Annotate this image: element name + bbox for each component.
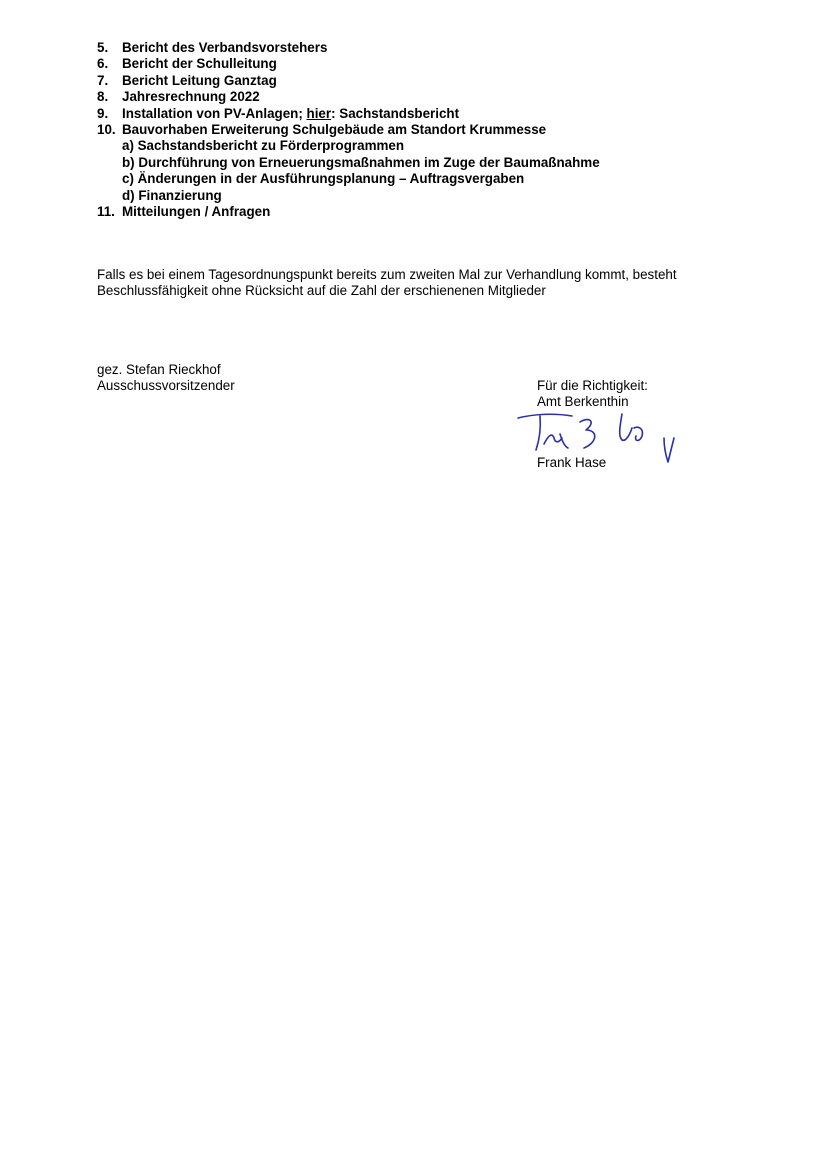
agenda-text: Bauvorhaben Erweiterung Schulgebäude am Standort Krummesse: [122, 122, 547, 138]
agenda-subitem-c: c) Änderungen in der Ausführungsplanung – Auftragsvergaben: [122, 171, 525, 187]
agenda-item-11: [97, 204, 600, 220]
agenda-item-10: [97, 122, 600, 138]
agenda-item-9: [97, 106, 600, 122]
agenda-sub-list: [122, 138, 600, 204]
certification-block: [537, 378, 648, 411]
agenda-text: Bericht Leitung Ganztag: [122, 72, 277, 88]
office-name: Amt Berkenthin: [537, 394, 629, 410]
certification-label: Für die Richtigkeit:: [537, 378, 648, 393]
agenda-item-7: [97, 73, 600, 89]
chair-signature-block: [97, 362, 235, 395]
agenda-text: Mitteilungen / Anfragen: [122, 204, 271, 220]
agenda-text: Jahresrechnung 2022: [122, 89, 260, 105]
agenda-text-after: : Sachstandsbericht: [331, 105, 460, 121]
agenda-number: 7.: [97, 72, 109, 88]
agenda-number: 9.: [97, 105, 109, 121]
agenda-number: 5.: [97, 40, 109, 55]
agenda-list: [97, 40, 600, 220]
agenda-number: 8.: [97, 89, 109, 105]
notice-line-2: Beschlussfähigkeit ohne Rücksicht auf die Zahl der erschienenen Mitglieder: [97, 283, 546, 299]
chair-name: gez. Stefan Rieckhof: [97, 362, 221, 377]
agenda-text: Bericht des Verbandsvorstehers: [122, 40, 328, 55]
agenda-text: Bericht der Schulleitung: [122, 56, 277, 72]
agenda-text-underlined: hier: [306, 105, 332, 121]
agenda-number: 10.: [97, 122, 116, 138]
agenda-number: 11.: [97, 204, 115, 220]
quorum-notice: [97, 267, 757, 300]
agenda-text: [122, 106, 459, 122]
chair-title: Ausschussvorsitzender: [97, 378, 235, 394]
notice-line-1: Falls es bei einem Tagesordnungspunkt bereits zum zweiten Mal zur Verhandlung kommt, besteht: [97, 267, 677, 282]
signatory-name: Frank Hase: [537, 455, 607, 470]
agenda-item-8: [97, 89, 600, 105]
agenda-subitems-10: [97, 138, 600, 204]
agenda-subitem-d: d) Finanzierung: [122, 187, 222, 203]
agenda-item-6: [97, 56, 600, 72]
agenda-number: 6.: [97, 56, 109, 72]
agenda-subitem-b: b) Durchführung von Erneuerungsmaßnahmen im Zuge der Baumaßnahme: [122, 154, 600, 170]
agenda-text-before: Installation von PV-Anlagen;: [122, 105, 307, 121]
agenda-subitem-a: a) Sachstandsbericht zu Förderprogrammen: [122, 138, 405, 154]
agenda-item-5: [97, 40, 600, 56]
